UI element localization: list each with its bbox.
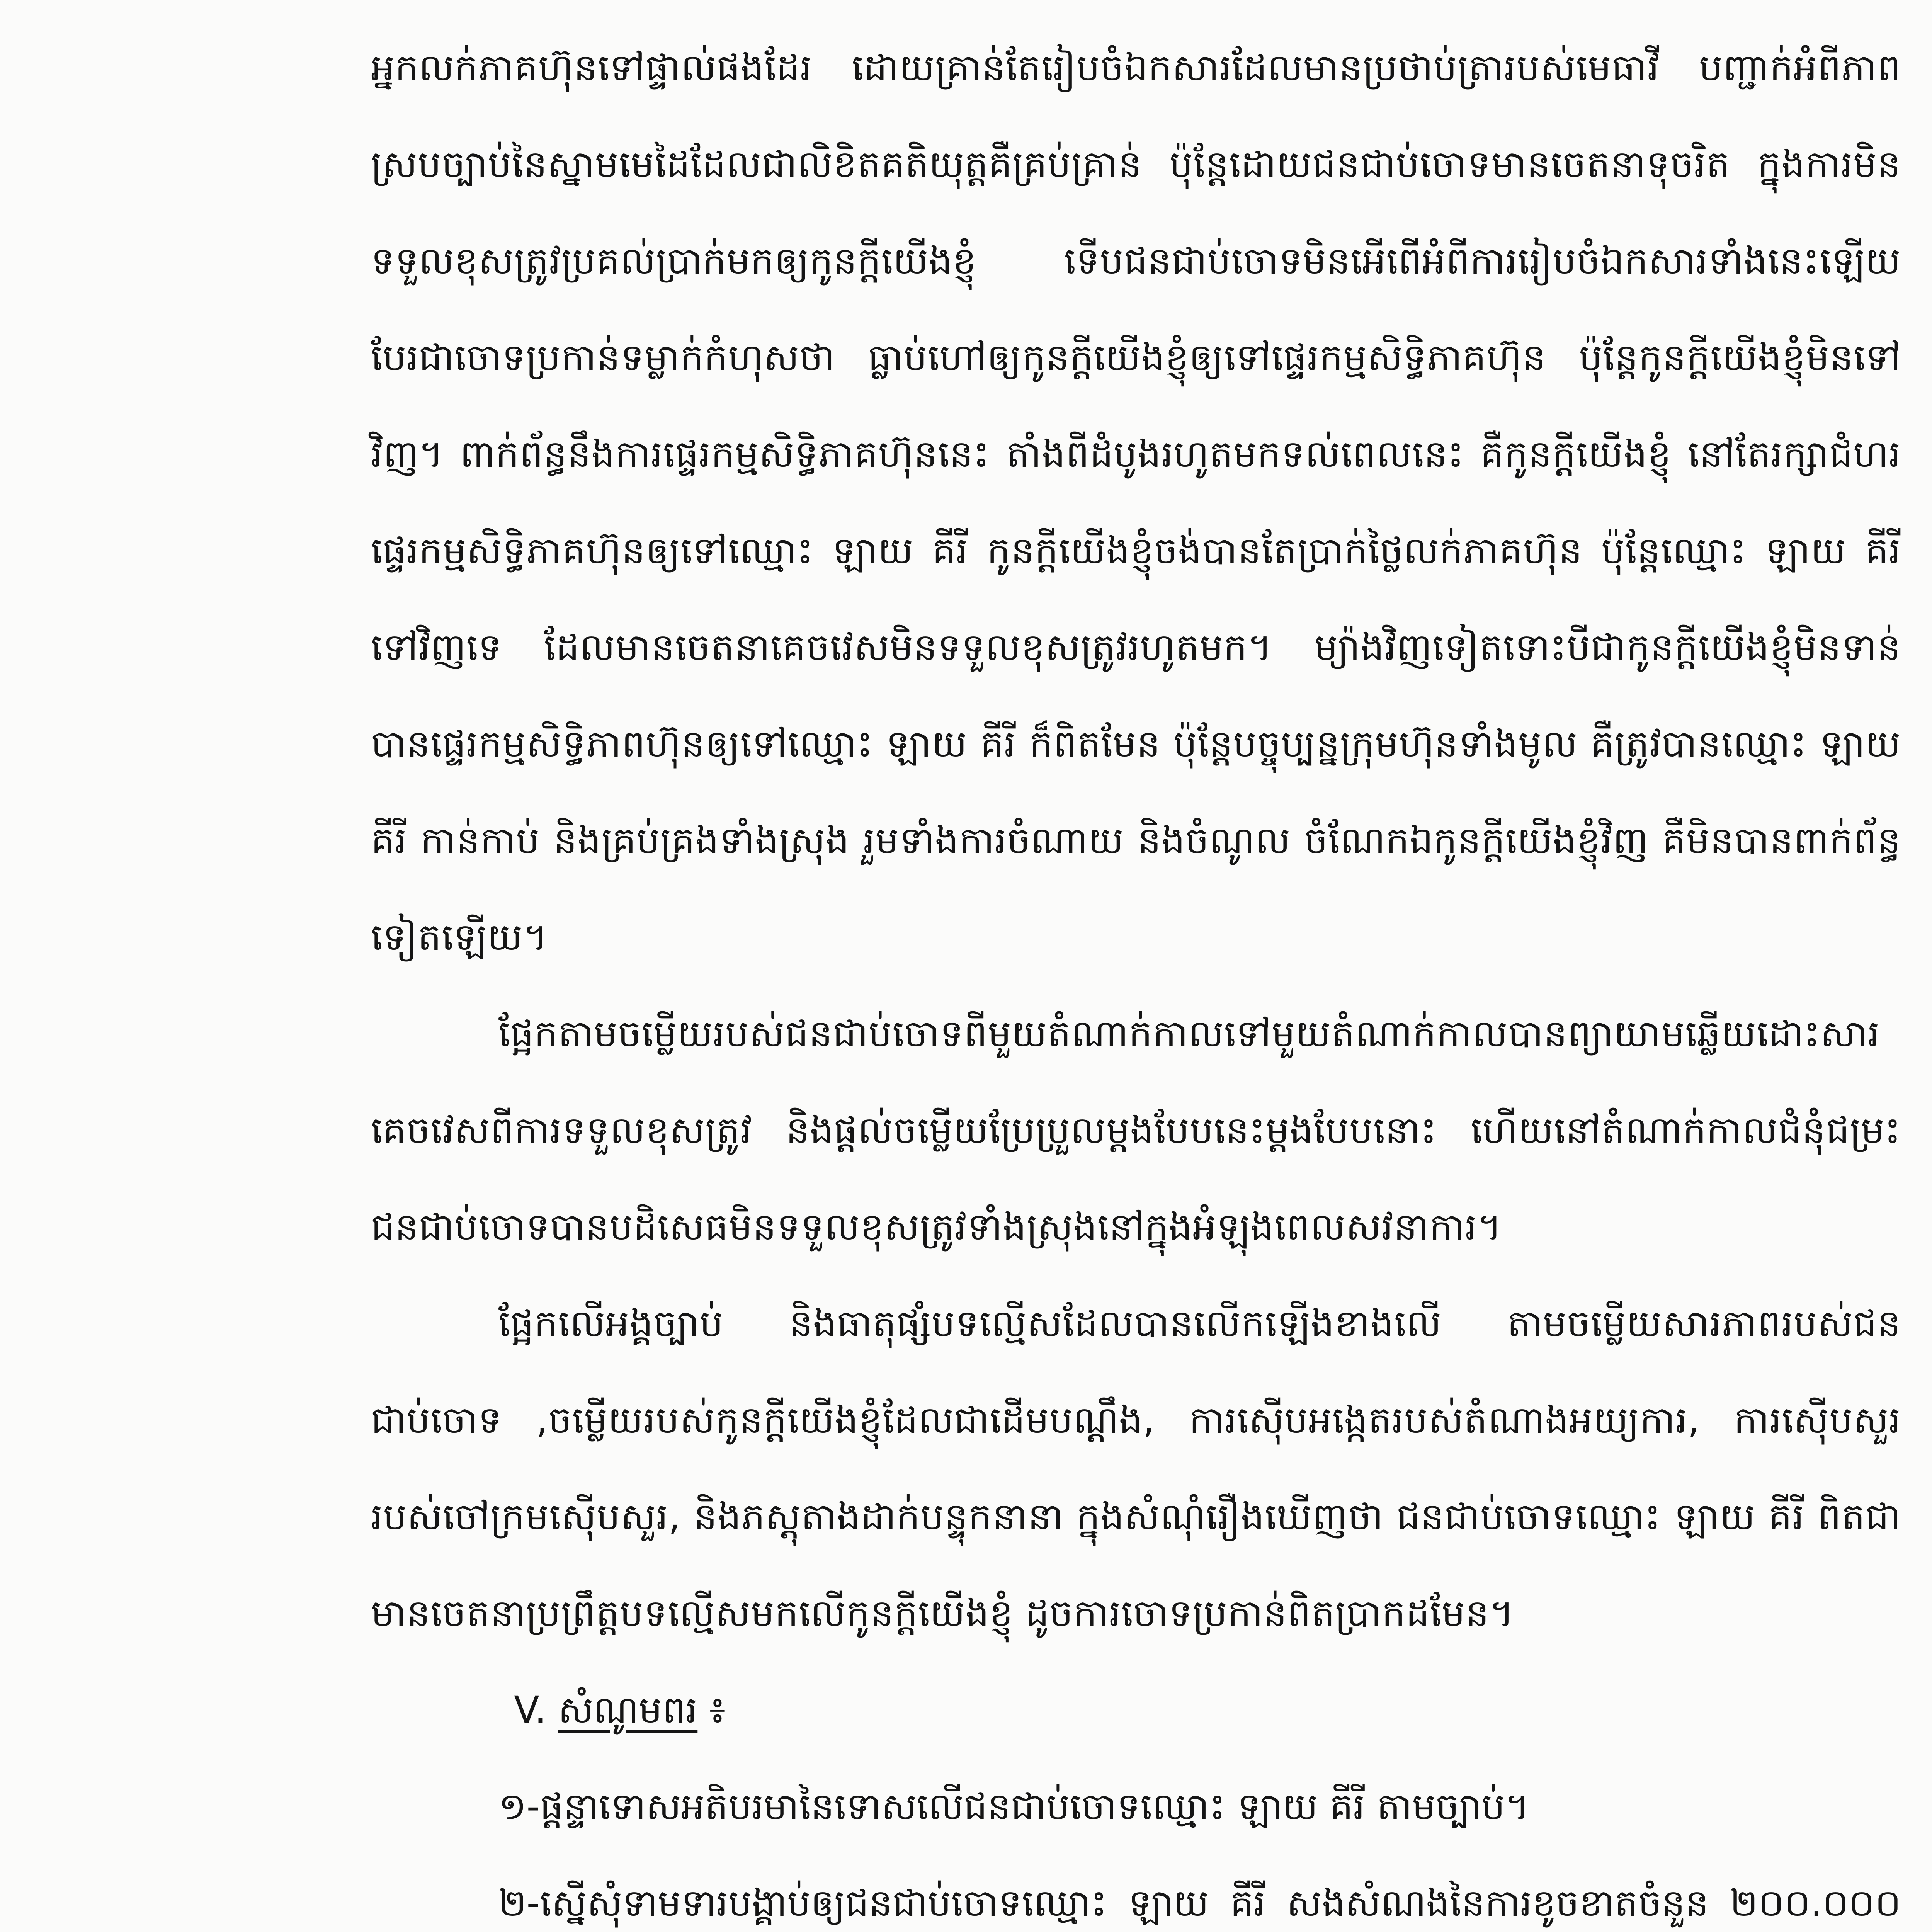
section-v-heading <box>371 1662 1901 1758</box>
paragraph-legal-elements: ផ្អែកលើអង្គច្បាប់ និងធាតុផ្សំបទល្មើសដែលបានលើកឡើងខាងលើ តាមចម្លើយសារភាពរបស់ជនជាប់ចោទ ,ចម្លើយរបស់កូនក្តីយើងខ្ញុំដែលជាដើមបណ្តឹង, ការស៊ើបអង្កេតរបស់តំណាងអយ្យការ, ការស៊ើបសួររបស់ចៅក្រមស៊ើបសួរ, និងភស្តុតាងដាក់បន្ទុកនានា ក្នុងសំណុំរឿងឃើញថា ជនជាប់ចោទឈ្មោះ ឡាយ គីរី ពិតជាមានចេតនាប្រព្រឹត្តបទល្មើសមកលើកូនក្តីយើងខ្ញុំ ដូចការចោទប្រកាន់ពិតប្រាកដមែន។ <box>371 1302 1901 1635</box>
section-v-number: V. <box>514 1688 546 1731</box>
request-item-1: ១-ផ្តន្ទាទោសអតិបរមានៃទោសលើជនជាប់ចោទឈ្មោះ ឡាយ គីរី តាមច្បាប់។ <box>498 1785 1530 1828</box>
document-body <box>371 19 1901 1932</box>
requests-list <box>371 1758 1901 1932</box>
request-item-2: ២-ស្នើសុំទាមទារបង្គាប់ឲ្យជនជាប់ចោទឈ្មោះ ឡាយ គីរី សងសំណងនៃការខូចខាតចំនួន ២០០.០០០ <box>498 1881 1901 1925</box>
section-v-title: សំណូមពរ <box>558 1688 698 1731</box>
paragraph-continued-share-transfer: អ្នកលក់ភាគហ៊ុនទៅផ្ទាល់ផងដែរ ដោយគ្រាន់តែរៀបចំឯកសារដែលមានប្រថាប់ត្រារបស់មេធាវី បញ្ជាក់អំពីភាពស្របច្បាប់នៃស្នាមមេដៃដែលជាលិខិតគតិយុត្តគឺគ្រប់គ្រាន់ ប៉ុន្តែដោយជនជាប់ចោទមានចេតនាទុចរិត ក្នុងការមិនទទួលខុសត្រូវប្រគល់ប្រាក់មកឲ្យកូនក្តីយើងខ្ញុំ ទើបជនជាប់ចោទមិនអើពើអំពីការរៀបចំឯកសារទាំងនេះឡើយ បែរជាចោទប្រកាន់ទម្លាក់កំហុសថា ធ្លាប់ហៅឲ្យកូនក្តីយើងខ្ញុំឲ្យទៅផ្ទេរកម្មសិទ្ធិភាគហ៊ុន ប៉ុន្តែកូនក្តីយើងខ្ញុំមិនទៅវិញ។ ពាក់ព័ន្ធនឹងការផ្ទេរកម្មសិទ្ធិភាគហ៊ុននេះ តាំងពីដំបូងរហូតមកទល់ពេលនេះ គឺកូនក្តីយើងខ្ញុំ នៅតែរក្សាជំហរផ្ទេរកម្មសិទ្ធិភាគហ៊ុនឲ្យទៅឈ្មោះ ឡាយ គីរី កូនក្តីយើងខ្ញុំចង់បានតែប្រាក់ថ្លៃលក់ភាគហ៊ុន ប៉ុន្តែឈ្មោះ ឡាយ គីរី ទៅវិញទេ ដែលមានចេតនាគេចវេសមិនទទួលខុសត្រូវរហូតមក។ ម្យ៉ាងវិញទៀតទោះបីជាកូនក្តីយើងខ្ញុំមិនទាន់បានផ្ទេរកម្មសិទ្ធិភាពហ៊ុនឲ្យទៅឈ្មោះ ឡាយ គីរី ក៏ពិតមែន ប៉ុន្តែបច្ចុប្បន្នក្រុមហ៊ុនទាំងមូល គឺត្រូវបានឈ្មោះ ឡាយ គីរី កាន់កាប់ និងគ្រប់គ្រងទាំងស្រុង រួមទាំងការចំណាយ និងចំណូល ចំណែកឯកូនក្តីយើងខ្ញុំវិញ គឺមិនបានពាក់ព័ន្ធទៀតឡើយ។ <box>371 46 1901 959</box>
paragraph-defendant-statements: ផ្អែកតាមចម្លើយរបស់ជនជាប់ចោទពីមួយតំណាក់កាលទៅមួយតំណាក់កាលបានព្យាយាមឆ្លើយដោះសារគេចវេសពីការទទួលខុសត្រូវ និងផ្តល់ចម្លើយប្រែប្រួលម្តងបែបនេះម្តងបែបនោះ ហើយនៅតំណាក់កាលជំនុំជម្រះជនជាប់ចោទបានបដិសេធមិនទទួលខុសត្រូវទាំងស្រុងនៅក្នុងអំឡុងពេលសវនាការ។ <box>371 1012 1901 1248</box>
body-paragraphs <box>371 19 1901 1662</box>
section-v-colon: ៖ <box>697 1688 726 1731</box>
